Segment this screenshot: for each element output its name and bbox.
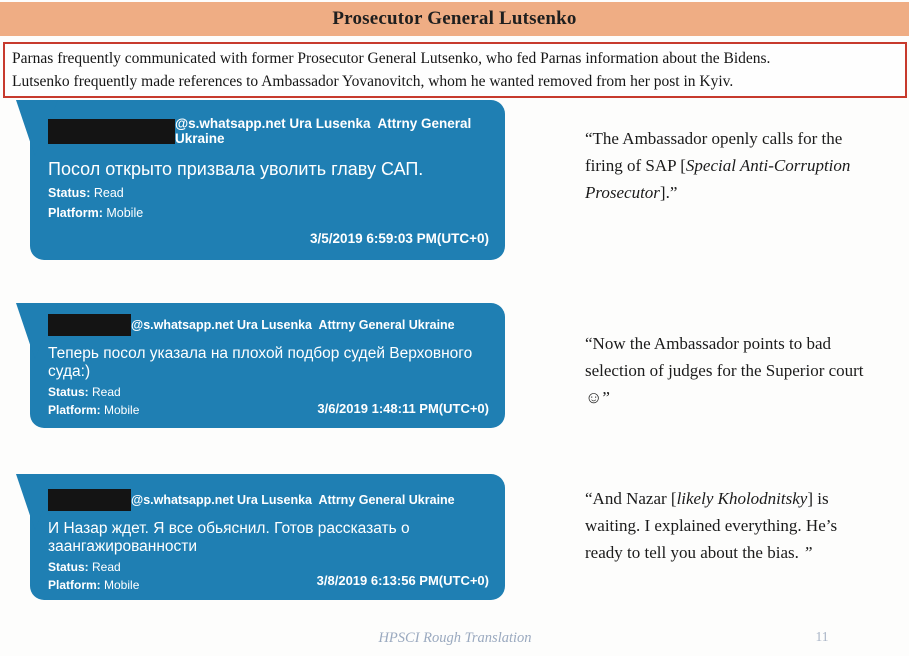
message-timestamp: 3/8/2019 6:13:56 PM(UTC+0) bbox=[316, 573, 489, 588]
status-line bbox=[48, 385, 489, 399]
intro-callout-box bbox=[3, 42, 907, 98]
sender-row bbox=[48, 100, 489, 146]
platform-label: Platform: bbox=[48, 206, 103, 220]
platform-value: Mobile bbox=[104, 578, 140, 592]
message-text: И Назар ждет. Я все обьяснил. Готов рассказать о заангажированности bbox=[48, 520, 410, 555]
footer-caption: HPSCI Rough Translation bbox=[378, 630, 532, 646]
status-label: Status: bbox=[48, 560, 89, 574]
intro-line-1: Parnas frequently communicated with former Prosecutor General Lutsenko, who fed Parnas information about the Bidens. bbox=[12, 50, 771, 67]
sender-line: @s.whatsapp.net Ura Lusenka Attrny General Ukraine bbox=[131, 318, 455, 332]
sender-line: @s.whatsapp.net Ura Lusenka Attrny General Ukraine bbox=[175, 116, 476, 146]
whatsapp-message-bubble bbox=[30, 100, 505, 260]
status-value: Read bbox=[92, 385, 121, 399]
redaction-bar bbox=[48, 119, 175, 144]
slide-header-bar bbox=[0, 2, 909, 36]
platform-line bbox=[48, 206, 489, 220]
message-text: Посол открыто призвала уволить главу САП. bbox=[48, 159, 424, 179]
platform-value: Mobile bbox=[104, 403, 140, 417]
status-line bbox=[48, 560, 489, 574]
sender-row bbox=[48, 474, 489, 511]
message-timestamp: 3/6/2019 1:48:11 PM(UTC+0) bbox=[317, 401, 489, 416]
status-label: Status: bbox=[48, 385, 89, 399]
whatsapp-message-bubble bbox=[30, 474, 505, 600]
sender-line: @s.whatsapp.net Ura Lusenka Attrny General Ukraine bbox=[131, 493, 455, 507]
intro-line-2: Lutsenko frequently made references to Ambassador Yovanovitch, whom he wanted removed from her post in Kyiv. bbox=[12, 73, 734, 90]
sender-row bbox=[48, 303, 489, 336]
translation-quote-3: “And Nazar [likely Kholodnitsky] is waiting. I explained everything. He’s ready to tell you about the bias. ” bbox=[585, 489, 838, 562]
translation-quote-2: “Now the Ambassador points to bad selection of judges for the Superior court ☺” bbox=[585, 334, 864, 407]
message-timestamp: 3/5/2019 6:59:03 PM(UTC+0) bbox=[310, 231, 489, 246]
whatsapp-message-bubble bbox=[30, 303, 505, 428]
page-number: 11 bbox=[815, 629, 829, 644]
platform-value: Mobile bbox=[106, 206, 144, 220]
redaction-bar bbox=[48, 489, 131, 511]
status-line bbox=[48, 186, 489, 200]
page-title: Prosecutor General Lutsenko bbox=[332, 8, 577, 29]
redaction-bar bbox=[48, 314, 131, 336]
status-label: Status: bbox=[48, 186, 91, 200]
status-value: Read bbox=[93, 186, 124, 200]
platform-label: Platform: bbox=[48, 403, 101, 417]
message-text: Теперь посол указала на плохой подбор судей Верховного суда:) bbox=[48, 345, 473, 380]
status-value: Read bbox=[92, 560, 121, 574]
platform-label: Platform: bbox=[48, 578, 101, 592]
translation-quote-1: “The Ambassador openly calls for the firing of SAP [Special Anti-Corruption Prosecutor].” bbox=[585, 129, 851, 202]
